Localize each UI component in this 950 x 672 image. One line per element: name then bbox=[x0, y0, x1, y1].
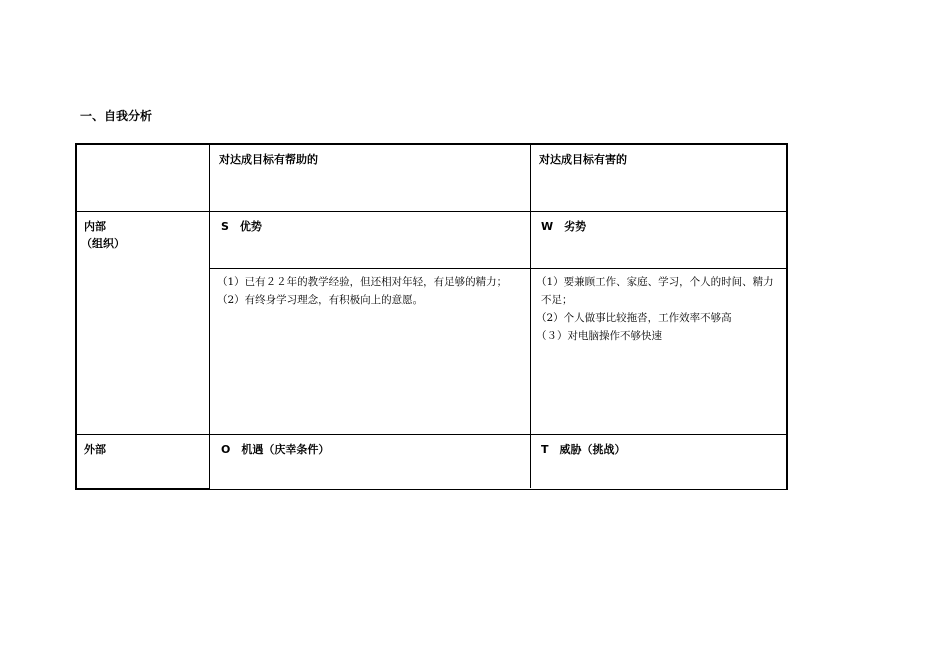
weaknesses-item-3: （３）对电脑操作不够快速 bbox=[536, 330, 662, 342]
header-harmful: 对达成目标有害的 bbox=[539, 153, 627, 166]
divider-row-1 bbox=[77, 211, 786, 212]
divider-col-1 bbox=[209, 145, 210, 490]
weaknesses-item-2: （2）个人做事比较拖沓，工作效率不够高 bbox=[536, 312, 732, 324]
bottom-border-right bbox=[209, 489, 786, 490]
section-heading: 一、自我分析 bbox=[80, 109, 153, 123]
divider-row-3 bbox=[77, 434, 786, 435]
strengths-item-1: （1）已有２２年的教学经验，但还相对年轻，有足够的精力； bbox=[217, 276, 508, 288]
weaknesses-item-1: （1）要兼顾工作、家庭、学习，个人的时间、精力 bbox=[536, 276, 774, 288]
bottom-border-left bbox=[77, 488, 210, 490]
weaknesses-item-1-cont: 不足； bbox=[541, 294, 573, 306]
opportunities-title: O 机遇（庆幸条件） bbox=[221, 443, 330, 456]
header-helpful: 对达成目标有帮助的 bbox=[219, 153, 318, 166]
divider-row-2 bbox=[209, 268, 786, 269]
swot-table bbox=[75, 143, 788, 490]
threats-title: T 威胁（挑战） bbox=[541, 443, 626, 456]
internal-sublabel: （组织） bbox=[81, 237, 125, 250]
weaknesses-title: W 劣势 bbox=[541, 220, 587, 233]
strengths-title: S 优势 bbox=[221, 220, 262, 233]
internal-label: 内部 bbox=[84, 220, 106, 233]
divider-col-2 bbox=[530, 145, 531, 488]
external-label: 外部 bbox=[84, 443, 106, 456]
strengths-item-2: （2）有终身学习理念，有积极向上的意愿。 bbox=[217, 294, 424, 306]
